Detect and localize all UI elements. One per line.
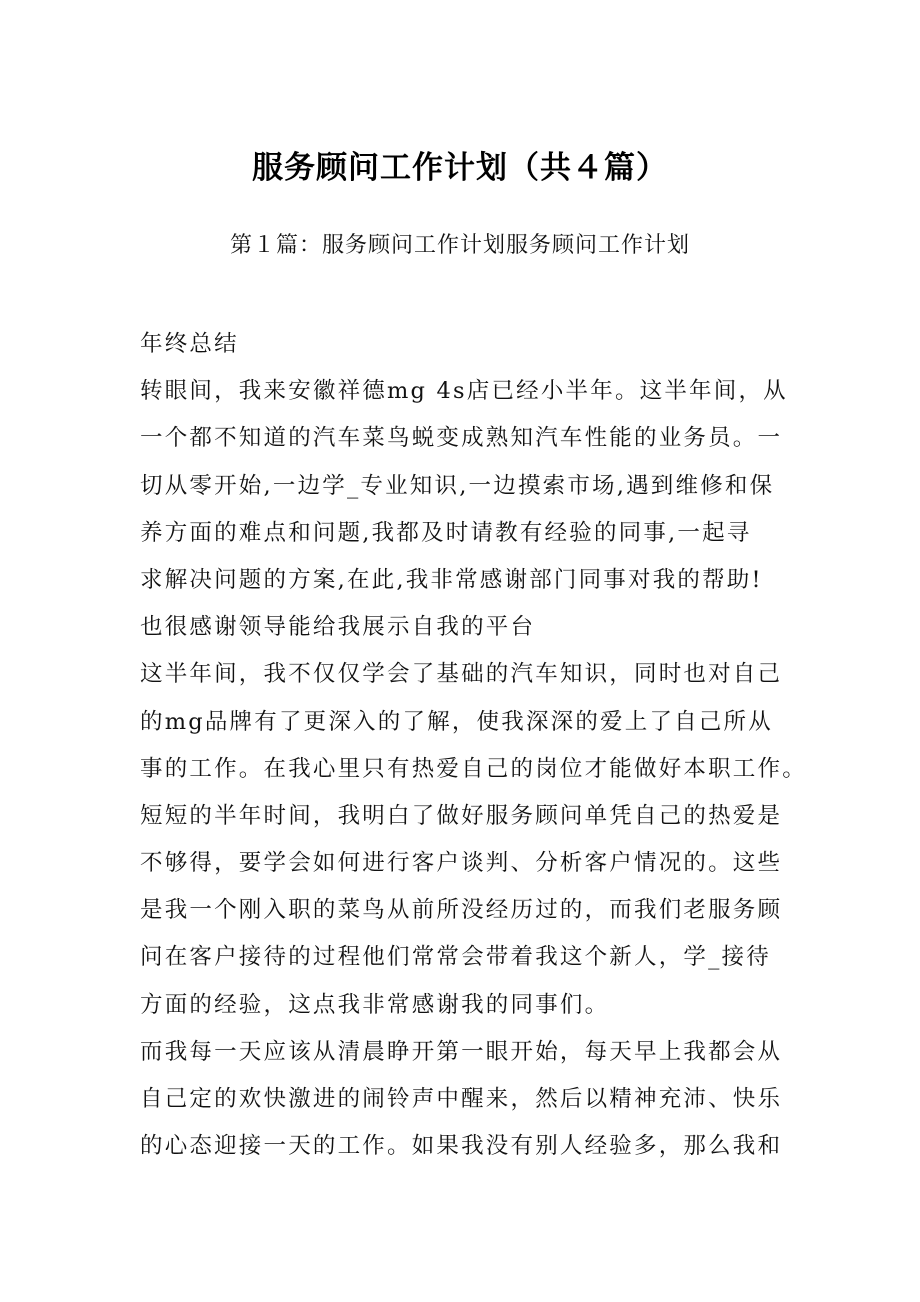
text-line: 切从零开始,一边学_专业知识,一边摸索市场,遇到维修和保	[140, 472, 775, 499]
text-line: 事的工作。在我心里只有热爱自己的岗位才能做好本职工作。	[140, 755, 807, 782]
text-line: 的心态迎接一天的工作。如果我没有别人经验多，那么我和	[140, 1133, 783, 1160]
text-line: 养方面的难点和问题,我都及时请教有经验的同事,一起寻	[140, 519, 752, 546]
text-line: 这半年间，我不仅仅学会了基础的汽车知识，同时也对自己	[140, 661, 783, 688]
text-line: 自己定的欢快激进的闹铃声中醒来，然后以精神充沛、快乐	[140, 1086, 783, 1112]
body-text	[140, 321, 807, 1170]
text-line: 而我每一天应该从清晨睁开第一眼开始，每天早上我都会从	[140, 1038, 783, 1065]
text-line: 转眼间，我来安徽祥德mg 4s店已经小半年。这半年间，从	[140, 378, 788, 405]
document-title: 服务顾问工作计划（共４篇）	[252, 150, 668, 186]
text-line: 求解决问题的方案,在此,我非常感谢部门同事对我的帮助!	[140, 566, 763, 593]
text-line: 短短的半年时间，我明白了做好服务顾问单凭自己的热爱是	[140, 802, 783, 829]
text-line: 也很感谢领导能给我展示自我的平台	[140, 614, 536, 641]
text-line: 年终总结	[140, 331, 239, 357]
text-line: 一个都不知道的汽车菜鸟蜕变成熟知汽车性能的业务员。一	[140, 425, 783, 452]
text-line: 不够得，要学会如何进行客户谈判、分析客户情况的。这些	[140, 850, 783, 877]
text-line: 方面的经验，这点我非常感谢我的同事们。	[140, 991, 610, 1018]
section-heading: 第１篇：服务顾问工作计划服务顾问工作计划	[229, 233, 690, 258]
text-line: 是我一个刚入职的菜鸟从前所没经历过的，而我们老服务顾	[140, 897, 783, 924]
text-line: 的mg品牌有了更深入的了解，使我深深的爱上了自己所从	[140, 708, 773, 735]
text-line: 问在客户接待的过程他们常常会带着我这个新人，学_接待	[140, 944, 771, 971]
